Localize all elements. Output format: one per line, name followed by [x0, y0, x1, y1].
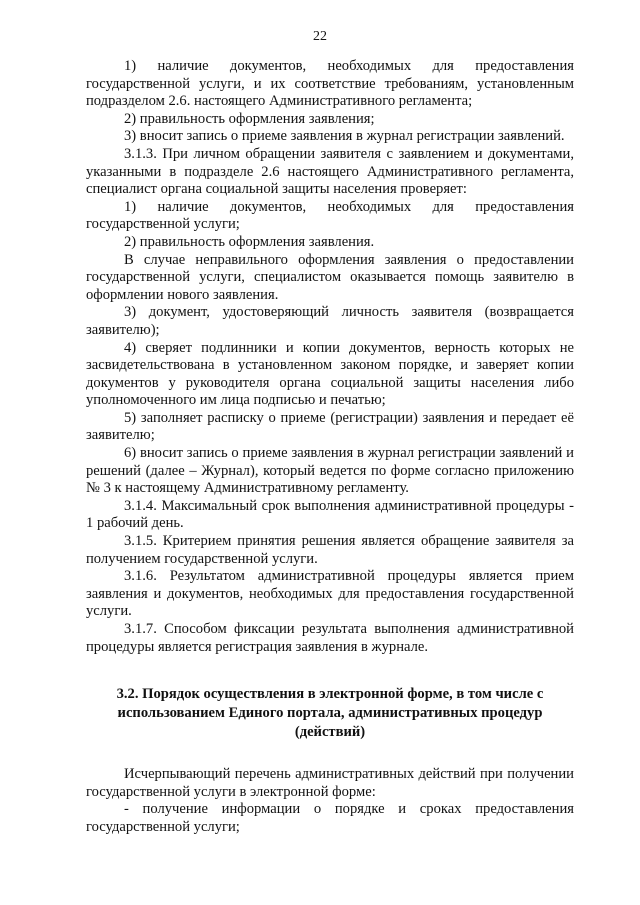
paragraph-item-identity: 3) документ, удостоверяющий личность заявителя (возвращается заявителю); — [86, 304, 574, 338]
section-heading-3-2: 3.2. Порядок осуществления в электронной форме, в том числе с использованием Единого портала, административных процедур (действий) — [116, 686, 544, 741]
page-number: 22 — [313, 29, 327, 44]
paragraph-item-2: 2) правильность оформления заявления; — [124, 110, 375, 127]
paragraph-check-2: 2) правильность оформления заявления. — [124, 233, 375, 250]
paragraph-3-1-7: 3.1.7. Способом фиксации результата выполнения административной процедуры является регистрация заявления в журнале. — [86, 621, 574, 655]
paragraph-list-item-info: - получение информации о порядке и сроках предоставления государственной услуги; — [86, 801, 574, 835]
paragraph-3-1-4: 3.1.4. Максимальный срок выполнения административной процедуры - 1 рабочий день. — [86, 497, 574, 532]
document-body — [86, 58, 574, 837]
paragraph-3-1-3: 3.1.3. При личном обращении заявителя с заявлением и документами, указанными в подразделе 2.6 настоящего Административного регламента, специалист органа социальной защиты населения проверяет: — [86, 145, 574, 198]
paragraph-item-verify-copies: 4) сверяет подлинники и копии документов, верность которых не засвидетельствована в установленном законом порядке, и заверяет копии документов у руководителя органа социальной защиты населения либо уполномоченного им лица подписью и печатью; — [86, 339, 574, 409]
paragraph-exhaustive-list: Исчерпывающий перечень административных действий при получении государственной услуги в электронной форме: — [86, 766, 574, 800]
paragraph-3-1-5: 3.1.5. Критерием принятия решения является обращение заявителя за получением государственной услуги. — [86, 533, 574, 567]
paragraph-3-1-6: 3.1.6. Результатом административной процедуры является прием заявления и документов, необходимых для предоставления государственной услуги. — [86, 568, 574, 620]
paragraph-item-journal: 6) вносит запись о приеме заявления в журнал регистрации заявлений и решений (далее – Журнал), который ведется по форме согласно приложению № 3 к настоящему Административному регламенту. — [86, 445, 574, 497]
paragraph-item-receipt: 5) заполняет расписку о приеме (регистрации) заявления и передает её заявителю; — [86, 409, 574, 444]
paragraph-item-3: 3) вносит запись о приеме заявления в журнал регистрации заявлений. — [124, 128, 565, 145]
paragraph-item-1: 1) наличие документов, необходимых для предоставления государственной услуги, и их соответствие требованиям, установленным подразделом 2.6. настоящего Административного регламента; — [86, 58, 574, 110]
paragraph-incorrect-form: В случае неправильного оформления заявления о предоставлении государственной услуги, специалистом оказывается помощь заявителю в оформлении нового заявления. — [86, 251, 574, 303]
paragraph-check-1: 1) наличие документов, необходимых для предоставления государственной услуги; — [86, 198, 574, 233]
